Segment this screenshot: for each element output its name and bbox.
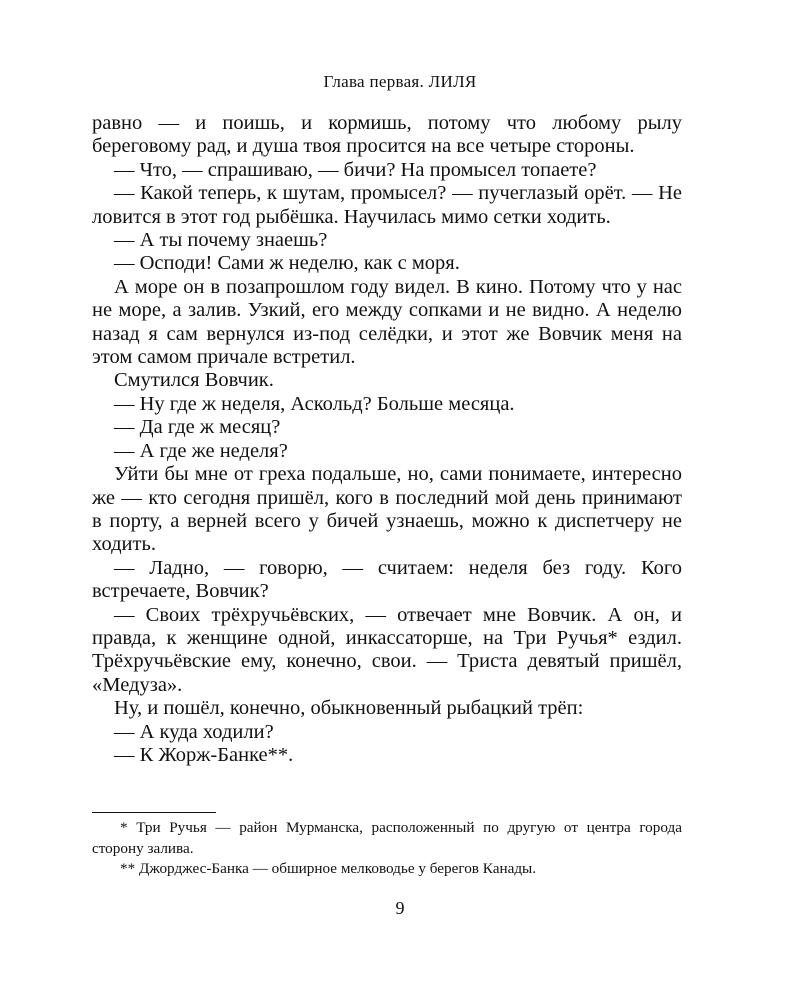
- paragraph-dialogue: — Ладно, — говорю, — считаем: неделя без году. Кого встречаете, Вовчик?: [92, 556, 682, 603]
- running-head-title: Глава первая. ЛИЛЯ: [323, 72, 477, 91]
- paragraph-dialogue: — Осподи! Сами ж неделю, как с моря.: [114, 252, 460, 275]
- body-text: [92, 112, 682, 767]
- paragraph-dialogue: — Да где ж месяц?: [114, 416, 281, 439]
- paragraph-narration: Смутился Вовчик.: [114, 369, 274, 392]
- paragraph-dialogue: — Какой теперь, к шутам, промысел? — пучеглазый орёт. — Не ловится в этот год рыбёшка. Научилась мимо сетки ходить.: [92, 182, 682, 228]
- paragraph-continuation: равно — и поишь, и кормишь, потому что любому рылу береговому рад, и душа твоя просится на все четыре стороны.: [92, 112, 682, 158]
- paragraph-dialogue: — К Жорж-Банке**.: [114, 743, 294, 766]
- paragraph-dialogue: — Своих трёхручьёвских, — отвечает мне Вовчик. А он, и правда, к женщине одной, инкассаторше, на Три Ручья* ездил. Трёхручьёвские ему, конечно, свои. — Триста девятый пришёл, «Медуза».: [92, 603, 682, 696]
- paragraph-dialogue: — Что, — спрашиваю, — бичи? На промысел топаете?: [114, 158, 597, 181]
- paragraph-narration: Уйти бы мне от греха подальше, но, сами понимаете, интересно же — кто сегодня пришёл, кого в последний мой день принимают в порту, а верней всего у бичей узнаешь, можно к диспетчеру не ходить.: [92, 463, 682, 556]
- paragraph-narration: Ну, и пошёл, конечно, обыкновенный рыбацкий трёп:: [114, 697, 584, 720]
- paragraph-narration: А море он в позапрошлом году видел. В кино. Потому что у нас не море, а залив. Узкий, его между сопками и не видно. А неделю назад я сам вернулся из-под селёдки, и этот же Вовчик меня на этом самом причале встретил.: [92, 275, 682, 369]
- paragraph-dialogue: — А где же неделя?: [114, 439, 288, 462]
- paragraph-dialogue: — А куда ходили?: [114, 720, 274, 743]
- paragraph-dialogue: — Ну где ж неделя, Аскольд? Больше месяца.: [114, 392, 515, 415]
- footnote-divider: [92, 812, 216, 813]
- footnote-three-streams: * Три Ручья — район Мурманска, расположенный по другую от центра города сторону залива.: [92, 819, 682, 857]
- footnotes: [92, 818, 682, 880]
- page-number: 9: [395, 898, 405, 918]
- paragraph-dialogue: — А ты почему знаешь?: [114, 229, 328, 252]
- footnote-georges-bank: ** Джорджес-Банка — обширное мелководье у берегов Канады.: [120, 860, 537, 877]
